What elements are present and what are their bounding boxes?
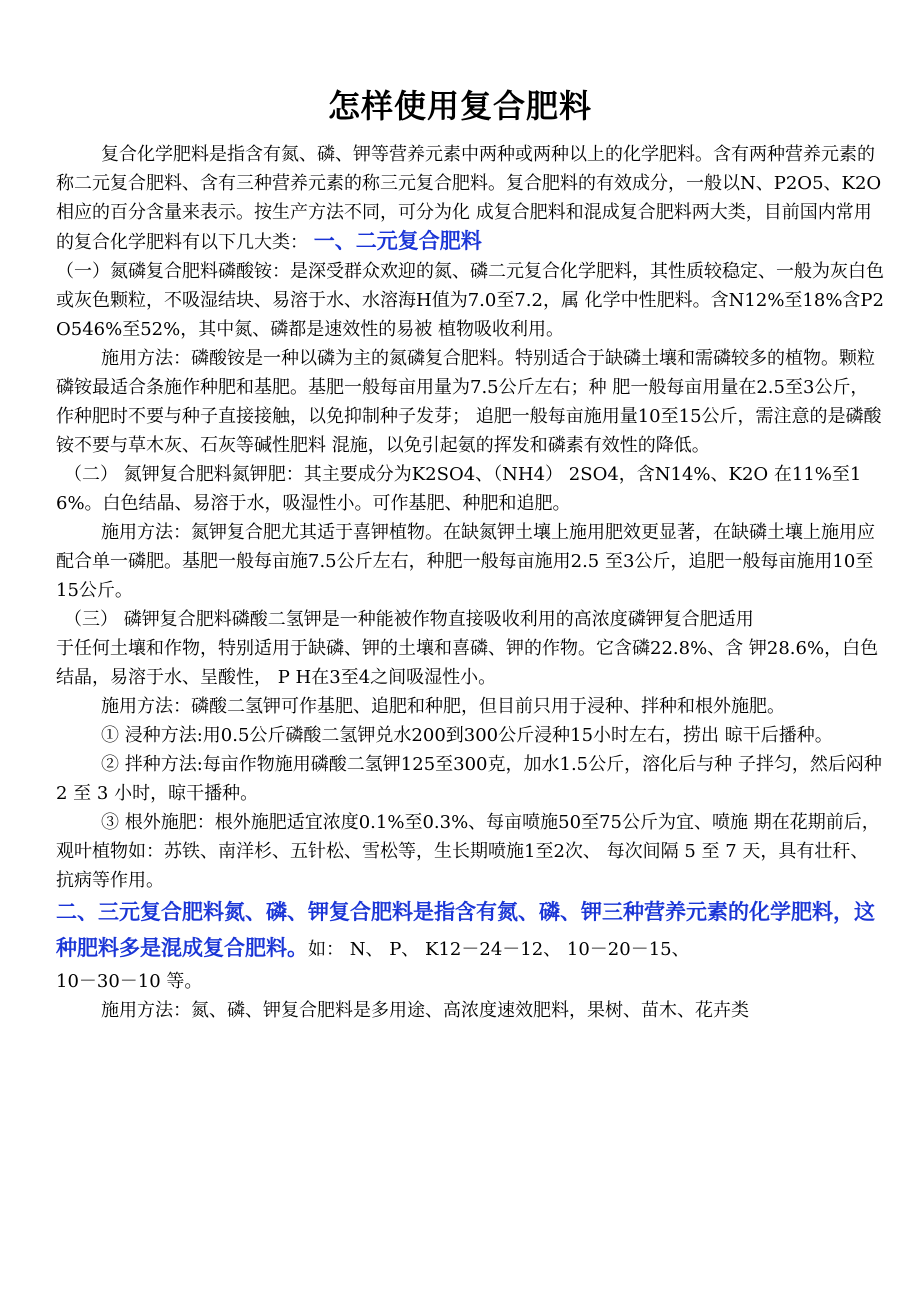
intro-paragraph bbox=[56, 140, 884, 257]
item-3-method-paragraph: 施用方法：磷酸二氢钾可作基肥、追肥和种肥，但目前只用于浸种、拌种和根外施肥。 bbox=[101, 696, 785, 717]
item-2-method-paragraph: 施用方法：氮钾复合肥尤其适于喜钾植物。在缺氮钾土壤上施用肥效更显著，在缺磷土壤上施用应配合单一磷肥。基肥一般每亩施7.5公斤左右，种肥一般每亩施用2.5 至3公斤，追肥一般每亩施用10至15公斤。 bbox=[56, 522, 875, 601]
item-3-continued-paragraph: 于任何土壤和作物，特别适用于缺磷、钾的土壤和喜磷、钾的作物。它含磷22.8%、含 钾28.6%，白色结晶，易溶于水、呈酸性， P H在3至4之间吸湿性小。 bbox=[56, 638, 879, 688]
section-heading-binary: 一、二元复合肥料 bbox=[313, 229, 482, 253]
ratio-line: 10－30－10 等。 bbox=[56, 971, 203, 992]
foliar-application-paragraph: ③ 根外施肥：根外施肥适宜浓度0.1%至0.3%、每亩喷施50至75公斤为宜、喷施 期在花期前后，观叶植物如：苏铁、南洋杉、五针松、雪松等，生长期喷施1至2次、 每次间隔 5 至 7 天，具有壮秆、抗病等作用。 bbox=[56, 812, 880, 891]
seed-mixing-method-paragraph: ② 拌种方法:每亩作物施用磷酸二氢钾125至300克，加水1.5公斤，溶化后与种 子拌匀，然后闷种 2 至 3 小时，晾干播种。 bbox=[56, 754, 882, 804]
item-3-paragraph: （三） 磷钾复合肥料磷酸二氢钾是一种能被作物直接吸收利用的高浓度磷钾复合肥适用 bbox=[64, 609, 754, 630]
section-heading-ternary: 二、三元复合肥料氮、磷、钾复合肥料是指含有氮、磷、钾三种营养元素的化学肥料，这种肥料多是混成复合肥料。 bbox=[56, 900, 875, 960]
item-1-method-paragraph: 施用方法：磷酸铵是一种以磷为主的氮磷复合肥料。特别适合于缺磷土壤和需磷较多的植物。颗粒磷铵最适合条施作种肥和基肥。基肥一般每亩用量为7.5公斤左右；种 肥一般每亩用量在2.5至3公斤，作种肥时不要与种子直接接触，以免抑制种子发芽； 追肥一般每亩施用量10至15公斤，需注意的是磷酸铵不要与草木灰、石灰等碱性肥料 混施，以免引起氨的挥发和磷素有效性的降低。 bbox=[56, 348, 882, 456]
document-body bbox=[56, 140, 884, 1025]
last-method-paragraph: 施用方法：氮、磷、钾复合肥料是多用途、高浓度速效肥料，果树、苗木、花卉类 bbox=[101, 1000, 749, 1021]
item-2-paragraph: （二） 氮钾复合肥料氮钾肥：其主要成分为K2SO4、（NH4） 2SO4，含N14%、K2O 在11%至16%。白色结晶、易溶于水，吸湿性小。可作基肥、种肥和追肥。 bbox=[56, 464, 862, 514]
page-title: 怎样使用复合肥料 bbox=[327, 87, 592, 125]
item-1-paragraph: （一）氮磷复合肥料磷酸铵：是深受群众欢迎的氮、磷二元复合化学肥料，其性质较稳定、一般为灰白色或灰色颗粒，不吸湿结块、易溶于水、水溶海H值为7.0至7.2，属 化学中性肥料。含N12%至18%含P2O546%至52%，其中氮、磷都是速效性的易被 植物吸收利用。 bbox=[56, 261, 884, 340]
ratio-examples: 如： N、 P、 K12－24－12、 10－20－15、 bbox=[308, 939, 690, 960]
soaking-method-paragraph: ① 浸种方法:用0.5公斤磷酸二氢钾兑水200到300公斤浸种15小时左右，捞出 晾干后播种。 bbox=[101, 725, 833, 746]
section-heading-ternary-paragraph bbox=[56, 895, 884, 967]
intro-text: 复合化学肥料是指含有氮、磷、钾等营养元素中两种或两种以上的化学肥料。含有两种营养元素的称二元复合肥料、含有三种营养元素的称三元复合肥料。复合肥料的有效成分，一般以N、P2O5、K2O相应的百分含量来表示。按生产方法不同，可分为化 成复合肥料和混成复合肥料两大类，目前国内常用的复合化学肥料有以下几大类： bbox=[56, 144, 882, 253]
